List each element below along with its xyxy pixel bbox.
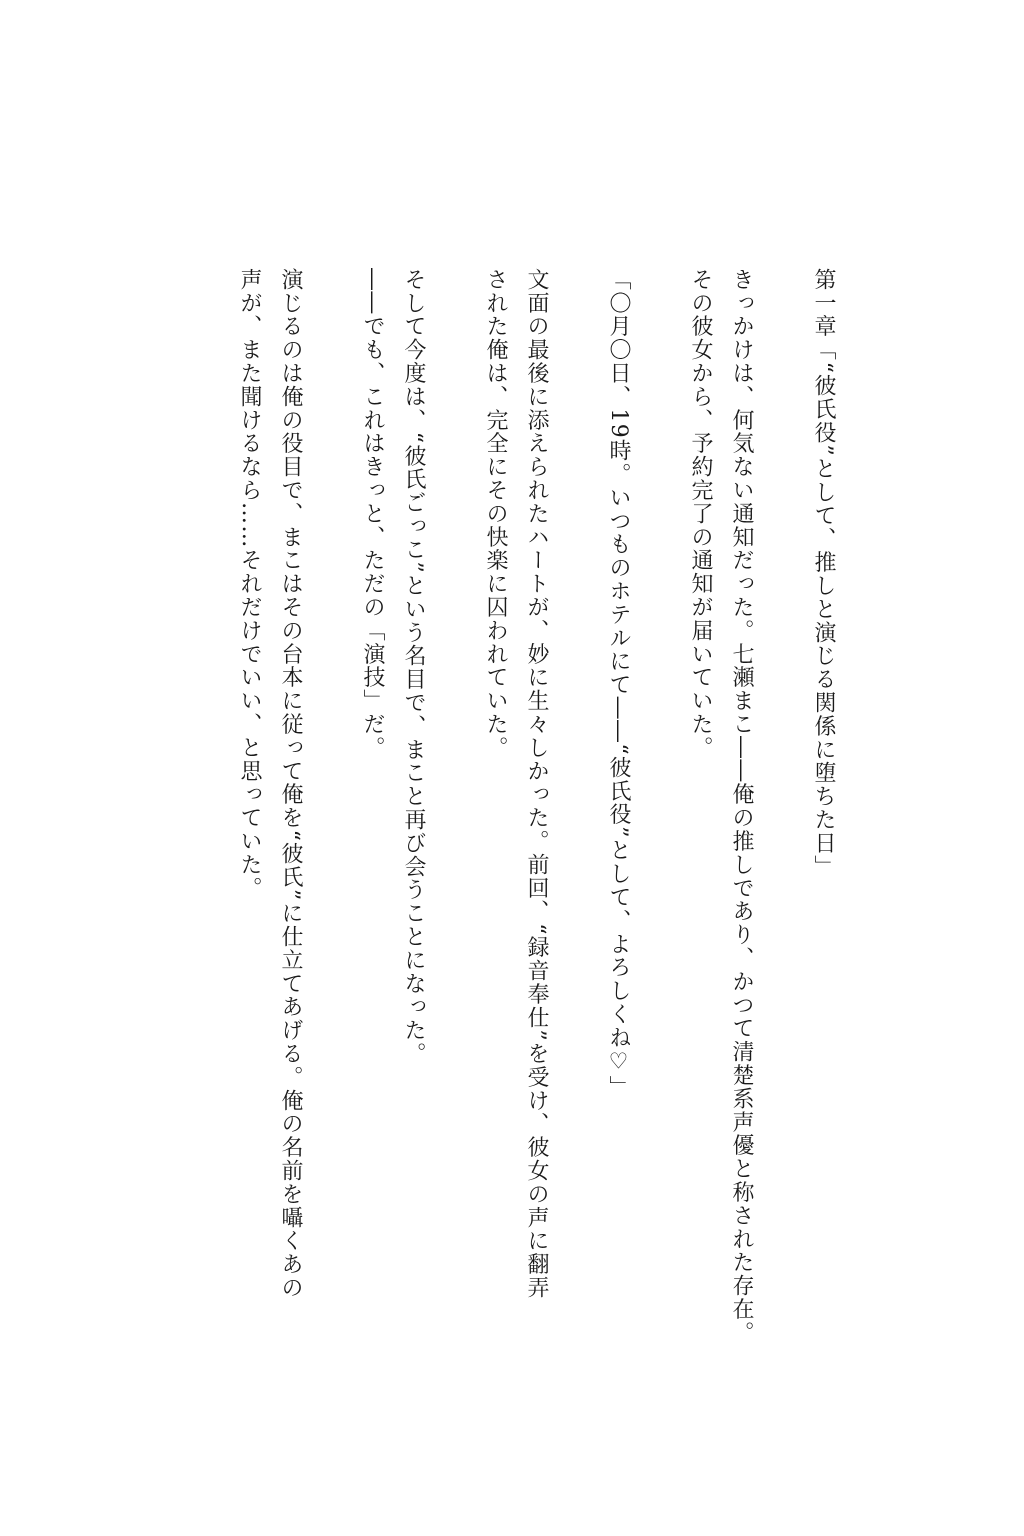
paragraph-3-line-1: 文面の最後に添えられたハートが、妙に生々しかった。前回、“録音奉仕”を受け、彼女の声に翻弄 (524, 268, 549, 1300)
chapter-title: 第一章「“彼氏役”として、推しと演じる関係に堕ちた日」 (811, 268, 836, 879)
paragraph-5-line-1: 演じるのは俺の役目で、まこはその台本に従って俺を“彼氏”に仕立てあげる。俺の名前を囁くあの (278, 268, 303, 1300)
blank-line (557, 268, 598, 1308)
vertical-text-body (229, 268, 844, 1345)
paragraph-1-line-2: その彼女から、予約完了の通知が届いていた。 (688, 268, 713, 760)
paragraph-4-line-1: そして今度は、“彼氏ごっこ”という名目で、まこと再び会うことになった。 (401, 268, 426, 1066)
blank-line (762, 268, 803, 1308)
paragraph-3-line-2: された俺は、完全にその快楽に囚われていた。 (483, 268, 508, 760)
paragraph-2-line-1: 「〇月〇日、19時。いつものホテルにて――“彼氏役”として、よろしくね♡」 (606, 268, 631, 1100)
paragraph-1-line-1: きっかけは、何気ない通知だった。七瀬まこ――俺の推しであり、かつて清楚系声優と称された存在。 (729, 268, 754, 1345)
paragraph-5-line-2: 声が、また聞けるなら……それだけでいい、と思っていた。 (237, 268, 262, 900)
paragraph-4-line-2: ――でも、これはきっと、ただの「演技」だ。 (360, 268, 385, 760)
blank-line (434, 268, 475, 1308)
blank-line (311, 268, 352, 1308)
blank-line (639, 268, 680, 1308)
